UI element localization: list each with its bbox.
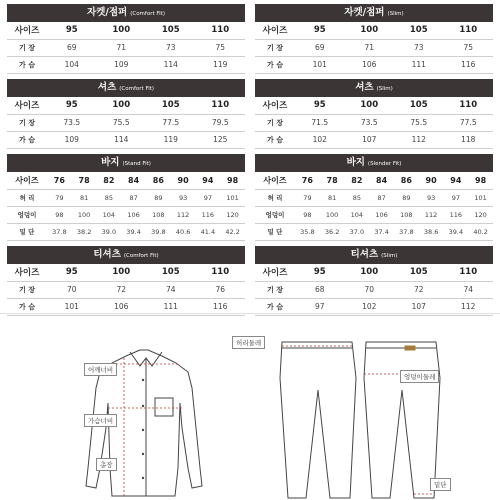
table-row	[255, 56, 493, 73]
size-header-cell: 105	[146, 22, 196, 39]
table-row	[7, 56, 245, 73]
row-label: 기 장	[7, 114, 47, 131]
table-cell: 89	[146, 189, 171, 206]
table-cell: 102	[345, 298, 395, 315]
garment-name: 바지	[101, 157, 120, 168]
garment-name: 셔츠	[97, 82, 117, 93]
size-table	[255, 172, 493, 241]
table-cell: 75	[196, 39, 246, 56]
size-table-jacket-slim	[255, 4, 493, 74]
table-cell: 107	[345, 131, 395, 148]
size-header-cell: 100	[97, 264, 147, 281]
table-cell: 93	[419, 189, 444, 206]
table-cell: 119	[146, 131, 196, 148]
size-header-cell: 110	[444, 97, 494, 114]
table-row	[7, 189, 245, 206]
table-cell: 106	[369, 206, 394, 223]
table-row	[255, 131, 493, 148]
size-header-cell: 84	[369, 172, 394, 189]
table-cell: 119	[196, 56, 246, 73]
size-header-cell: 95	[47, 97, 97, 114]
size-table	[7, 97, 245, 149]
table-cell: 114	[97, 131, 147, 148]
table-cell: 120	[468, 206, 493, 223]
size-table	[7, 172, 245, 241]
hem-label: 밑단	[430, 478, 451, 491]
size-header-label: 사이즈	[7, 172, 47, 189]
garment-name: 셔츠	[355, 82, 374, 93]
table-cell: 101	[47, 298, 97, 315]
table-row	[7, 206, 245, 223]
table-cell: 73	[394, 39, 444, 56]
table-row	[255, 281, 493, 298]
header-row	[255, 172, 493, 189]
size-table-pants-stand	[7, 154, 245, 241]
size-header-label: 사이즈	[255, 172, 295, 189]
row-label: 가 슴	[7, 56, 47, 73]
table-cell: 77.5	[444, 114, 494, 131]
section-divider	[0, 313, 500, 314]
size-table-shirt-slim	[255, 79, 493, 149]
row-label: 가 슴	[255, 56, 295, 73]
table-cell: 71	[97, 39, 147, 56]
table-cell: 71	[345, 39, 395, 56]
table-cell: 98	[47, 206, 72, 223]
size-header-cell: 100	[345, 264, 395, 281]
size-table	[255, 22, 493, 74]
size-header-cell: 98	[220, 172, 245, 189]
table-cell: 38.6	[419, 223, 444, 240]
table-cell: 69	[295, 39, 345, 56]
table-cell: 112	[444, 298, 494, 315]
table-cell: 74	[146, 281, 196, 298]
row-label: 밑 단	[255, 223, 295, 240]
table-cell: 73.5	[47, 114, 97, 131]
table-row	[255, 189, 493, 206]
size-header-cell: 100	[97, 97, 147, 114]
table-cell: 41.4	[196, 223, 221, 240]
table-cell: 40.6	[171, 223, 196, 240]
fit-type: (Slender Fit)	[367, 161, 402, 167]
row-label: 가 슴	[7, 131, 47, 148]
size-header-cell: 110	[196, 22, 246, 39]
row-label: 기 장	[7, 39, 47, 56]
size-table	[255, 264, 493, 316]
header-row	[7, 97, 245, 114]
size-header-cell: 84	[121, 172, 146, 189]
size-table-tshirt-slim	[255, 246, 493, 316]
table-title	[255, 4, 493, 22]
table-cell: 100	[320, 206, 345, 223]
table-cell: 111	[146, 298, 196, 315]
size-table	[255, 97, 493, 149]
table-cell: 68	[295, 281, 345, 298]
table-cell: 77.5	[146, 114, 196, 131]
header-row	[255, 97, 493, 114]
fit-type: (Comfort Fit)	[130, 11, 165, 17]
size-header-label: 사이즈	[7, 22, 47, 39]
table-cell: 37.8	[394, 223, 419, 240]
table-cell: 40.2	[468, 223, 493, 240]
garment-name: 자켓/점퍼	[344, 7, 385, 18]
table-cell: 118	[444, 131, 494, 148]
table-cell: 74	[444, 281, 494, 298]
size-header-cell: 110	[444, 22, 494, 39]
pants-back-drawing	[364, 342, 440, 498]
table-cell: 109	[47, 131, 97, 148]
table-cell: 101	[295, 56, 345, 73]
table-cell: 97	[196, 189, 221, 206]
table-cell: 100	[72, 206, 97, 223]
garment-name: 티셔츠	[93, 249, 121, 260]
fit-type: (Slim)	[387, 11, 404, 17]
size-header-cell: 100	[97, 22, 147, 39]
size-table-tshirt-comfort	[7, 246, 245, 316]
table-cell: 38.2	[72, 223, 97, 240]
table-cell: 42.2	[220, 223, 245, 240]
row-label: 가 슴	[255, 298, 295, 315]
table-cell: 87	[121, 189, 146, 206]
row-label: 허 리	[255, 189, 295, 206]
table-cell: 112	[419, 206, 444, 223]
table-row	[7, 131, 245, 148]
table-row	[255, 206, 493, 223]
row-label: 가 슴	[255, 131, 295, 148]
size-table-pants-slender	[255, 154, 493, 241]
table-cell: 70	[345, 281, 395, 298]
table-cell: 107	[394, 298, 444, 315]
size-header-cell: 78	[72, 172, 97, 189]
size-header-cell: 100	[345, 97, 395, 114]
table-cell: 39.4	[444, 223, 469, 240]
table-cell: 79	[47, 189, 72, 206]
header-row	[255, 22, 493, 39]
table-cell: 108	[394, 206, 419, 223]
table-cell: 114	[146, 56, 196, 73]
table-cell: 37.4	[369, 223, 394, 240]
row-label: 엉덩이	[7, 206, 47, 223]
table-cell: 109	[97, 56, 147, 73]
table-row	[7, 39, 245, 56]
size-header-cell: 110	[196, 97, 246, 114]
table-title	[255, 79, 493, 97]
size-header-cell: 78	[320, 172, 345, 189]
table-cell: 81	[320, 189, 345, 206]
table-cell: 101	[220, 189, 245, 206]
table-cell: 97	[444, 189, 469, 206]
fit-type: (Stand Fit)	[122, 161, 151, 167]
size-header-cell: 105	[146, 264, 196, 281]
table-cell: 81	[72, 189, 97, 206]
size-header-cell: 82	[345, 172, 370, 189]
size-header-label: 사이즈	[7, 97, 47, 114]
pants-front-drawing	[280, 342, 356, 498]
measurement-illustration	[0, 318, 500, 500]
table-cell: 108	[146, 206, 171, 223]
header-row	[7, 172, 245, 189]
table-cell: 73.5	[345, 114, 395, 131]
table-row	[255, 114, 493, 131]
table-cell: 79	[295, 189, 320, 206]
size-header-cell: 95	[295, 264, 345, 281]
table-cell: 112	[171, 206, 196, 223]
waist-label: 허리둘레	[232, 336, 265, 349]
row-label: 허 리	[7, 189, 47, 206]
size-header-cell: 95	[295, 22, 345, 39]
size-header-cell: 95	[47, 264, 97, 281]
row-label: 가 슴	[7, 298, 47, 315]
header-row	[255, 264, 493, 281]
fit-type: (Comfort Fit)	[123, 253, 159, 259]
table-cell: 37.8	[47, 223, 72, 240]
fit-type: (Slim)	[381, 253, 398, 259]
table-cell: 39.4	[121, 223, 146, 240]
table-cell: 106	[121, 206, 146, 223]
size-header-cell: 86	[394, 172, 419, 189]
row-label: 기 장	[255, 281, 295, 298]
chest-width-label: 가슴너비	[84, 414, 117, 427]
size-header-cell: 110	[444, 264, 494, 281]
table-row	[255, 39, 493, 56]
size-header-label: 사이즈	[7, 264, 47, 281]
table-cell: 76	[196, 281, 246, 298]
table-cell: 104	[97, 206, 122, 223]
size-header-cell: 90	[419, 172, 444, 189]
table-cell: 87	[369, 189, 394, 206]
size-table	[7, 22, 245, 74]
table-cell: 98	[295, 206, 320, 223]
table-cell: 73	[146, 39, 196, 56]
table-title	[7, 4, 245, 22]
table-cell: 72	[394, 281, 444, 298]
size-header-label: 사이즈	[255, 97, 295, 114]
size-header-cell: 100	[345, 22, 395, 39]
table-row	[7, 281, 245, 298]
garment-name: 자켓/점퍼	[87, 7, 128, 18]
fit-type: (Comfort Fit)	[119, 86, 155, 92]
size-header-cell: 98	[468, 172, 493, 189]
shoulder-width-label: 어깨너비	[84, 363, 117, 376]
size-header-label: 사이즈	[255, 264, 295, 281]
table-cell: 111	[394, 56, 444, 73]
size-table-jacket-comfort	[7, 4, 245, 74]
table-cell: 75.5	[97, 114, 147, 131]
table-cell: 106	[345, 56, 395, 73]
table-cell: 116	[196, 298, 246, 315]
size-header-cell: 105	[146, 97, 196, 114]
size-table	[7, 264, 245, 316]
table-cell: 125	[196, 131, 246, 148]
size-header-cell: 95	[295, 97, 345, 114]
table-cell: 71.5	[295, 114, 345, 131]
row-label: 기 장	[7, 281, 47, 298]
size-header-cell: 94	[196, 172, 221, 189]
table-cell: 106	[97, 298, 147, 315]
size-header-cell: 105	[394, 22, 444, 39]
table-cell: 75.5	[394, 114, 444, 131]
size-header-cell: 76	[47, 172, 72, 189]
table-row	[255, 223, 493, 240]
size-table-shirt-comfort	[7, 79, 245, 149]
size-header-cell: 110	[196, 264, 246, 281]
size-header-cell: 95	[47, 22, 97, 39]
size-header-cell: 105	[394, 264, 444, 281]
table-cell: 69	[47, 39, 97, 56]
size-header-cell: 82	[97, 172, 122, 189]
table-title	[255, 246, 493, 264]
table-cell: 70	[47, 281, 97, 298]
table-cell: 120	[220, 206, 245, 223]
table-cell: 36.2	[320, 223, 345, 240]
table-cell: 35.8	[295, 223, 320, 240]
table-cell: 75	[444, 39, 494, 56]
size-header-cell: 105	[394, 97, 444, 114]
size-header-cell: 94	[444, 172, 469, 189]
table-cell: 72	[97, 281, 147, 298]
row-label: 밑 단	[7, 223, 47, 240]
table-cell: 101	[468, 189, 493, 206]
table-title	[255, 154, 493, 172]
size-header-cell: 76	[295, 172, 320, 189]
table-cell: 85	[345, 189, 370, 206]
header-row	[7, 22, 245, 39]
table-cell: 104	[345, 206, 370, 223]
table-cell: 116	[444, 206, 469, 223]
table-cell: 104	[47, 56, 97, 73]
size-header-cell: 86	[146, 172, 171, 189]
table-cell: 79.5	[196, 114, 246, 131]
table-row	[7, 223, 245, 240]
table-title	[7, 246, 245, 264]
hip-label: 엉덩이둘레	[400, 370, 439, 383]
table-cell: 97	[295, 298, 345, 315]
header-row	[7, 264, 245, 281]
table-cell: 102	[295, 131, 345, 148]
row-label: 엉덩이	[255, 206, 295, 223]
table-cell: 37.0	[345, 223, 370, 240]
table-cell: 116	[444, 56, 494, 73]
row-label: 기 장	[255, 39, 295, 56]
garment-name: 바지	[346, 157, 365, 168]
table-cell: 116	[196, 206, 221, 223]
table-cell: 39.0	[97, 223, 122, 240]
table-row	[7, 114, 245, 131]
size-header-cell: 90	[171, 172, 196, 189]
garment-name: 티셔츠	[350, 249, 379, 260]
table-title	[7, 79, 245, 97]
size-header-label: 사이즈	[255, 22, 295, 39]
table-cell: 93	[171, 189, 196, 206]
table-cell: 85	[97, 189, 122, 206]
table-cell: 112	[394, 131, 444, 148]
table-title	[7, 154, 245, 172]
table-cell: 39.8	[146, 223, 171, 240]
fit-type: (Slim)	[376, 86, 393, 92]
row-label: 기 장	[255, 114, 295, 131]
table-cell: 89	[394, 189, 419, 206]
total-length-label: 총장	[96, 458, 117, 471]
